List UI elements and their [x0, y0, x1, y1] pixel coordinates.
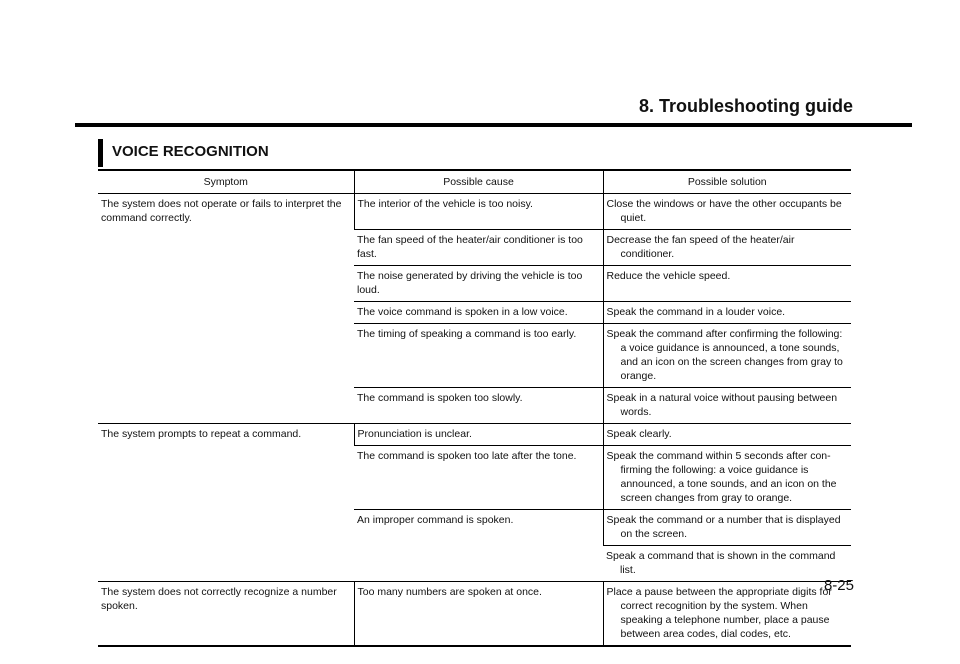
symptom-cell: The system does not operate or fails to interpret the command correctly. — [98, 194, 354, 424]
cause-cell: An improper command is spoken. — [354, 510, 603, 582]
solution-text: Speak the command or a number that is displayed on the screen. — [606, 514, 841, 540]
solution-text: Speak a command that is shown in the command list. — [606, 550, 836, 576]
column-header-cause: Possible cause — [354, 170, 603, 194]
cause-cell: The command is spoken too slowly. — [354, 388, 603, 424]
solution-cell — [603, 324, 851, 388]
solution-text: Speak clearly. — [606, 428, 672, 440]
solution-cell — [603, 510, 851, 546]
cause-cell: The command is spoken too late after the tone. — [354, 446, 603, 510]
column-header-solution: Possible solution — [603, 170, 851, 194]
solution-text: Speak the command within 5 seconds after confirming the following: a voice guidance is announced, a tone sounds, and an icon on the screen changes from gray to orange. — [606, 450, 837, 504]
solution-cell — [603, 194, 851, 230]
cause-cell: The noise generated by driving the vehicle is too loud. — [354, 266, 603, 302]
solution-text: Reduce the vehicle speed. — [606, 270, 731, 282]
table-row — [98, 582, 851, 647]
symptom-cell: The system does not correctly recognize a number spoken. — [98, 582, 354, 647]
cause-cell: The interior of the vehicle is too noisy. — [354, 194, 603, 230]
cause-cell: Pronunciation is unclear. — [354, 424, 603, 446]
solution-cell — [603, 546, 851, 582]
solution-text: Place a pause between the appropriate digits for correct recognition by the system. When speaking a telephone number, place a pause between area codes, dial codes, etc. — [606, 586, 832, 640]
solution-text: Decrease the fan speed of the heater/air conditioner. — [606, 234, 795, 260]
section-marker-bar — [98, 139, 103, 167]
solution-cell — [603, 446, 851, 510]
cause-cell: The voice command is spoken in a low voice. — [354, 302, 603, 324]
solution-text: Speak in a natural voice without pausing between words. — [606, 392, 838, 418]
cause-cell: Too many numbers are spoken at once. — [354, 582, 603, 647]
page-number: 8-25 — [823, 577, 854, 594]
solution-cell — [603, 424, 851, 446]
table-row — [98, 194, 851, 230]
header-rule — [75, 123, 912, 127]
table-row — [98, 424, 851, 446]
table-header-row — [98, 170, 851, 194]
solution-text: Close the windows or have the other occupants be quiet. — [606, 198, 842, 224]
solution-cell — [603, 230, 851, 266]
solution-cell — [603, 266, 851, 302]
symptom-cell: The system prompts to repeat a command. — [98, 424, 354, 582]
solution-cell — [603, 582, 851, 647]
solution-text: Speak the command in a louder voice. — [606, 306, 786, 318]
solution-cell — [603, 388, 851, 424]
troubleshooting-table — [98, 169, 851, 647]
cause-cell: The timing of speaking a command is too early. — [354, 324, 603, 388]
chapter-title: 8. Troubleshooting guide — [639, 96, 853, 116]
section-title: VOICE RECOGNITION — [112, 143, 269, 160]
solution-text: Speak the command after confirming the following: a voice guidance is announced, a tone sounds, and an icon on the screen changes from gray to orange. — [606, 328, 843, 382]
column-header-symptom: Symptom — [98, 170, 354, 194]
cause-cell: The fan speed of the heater/air conditioner is too fast. — [354, 230, 603, 266]
solution-cell — [603, 302, 851, 324]
